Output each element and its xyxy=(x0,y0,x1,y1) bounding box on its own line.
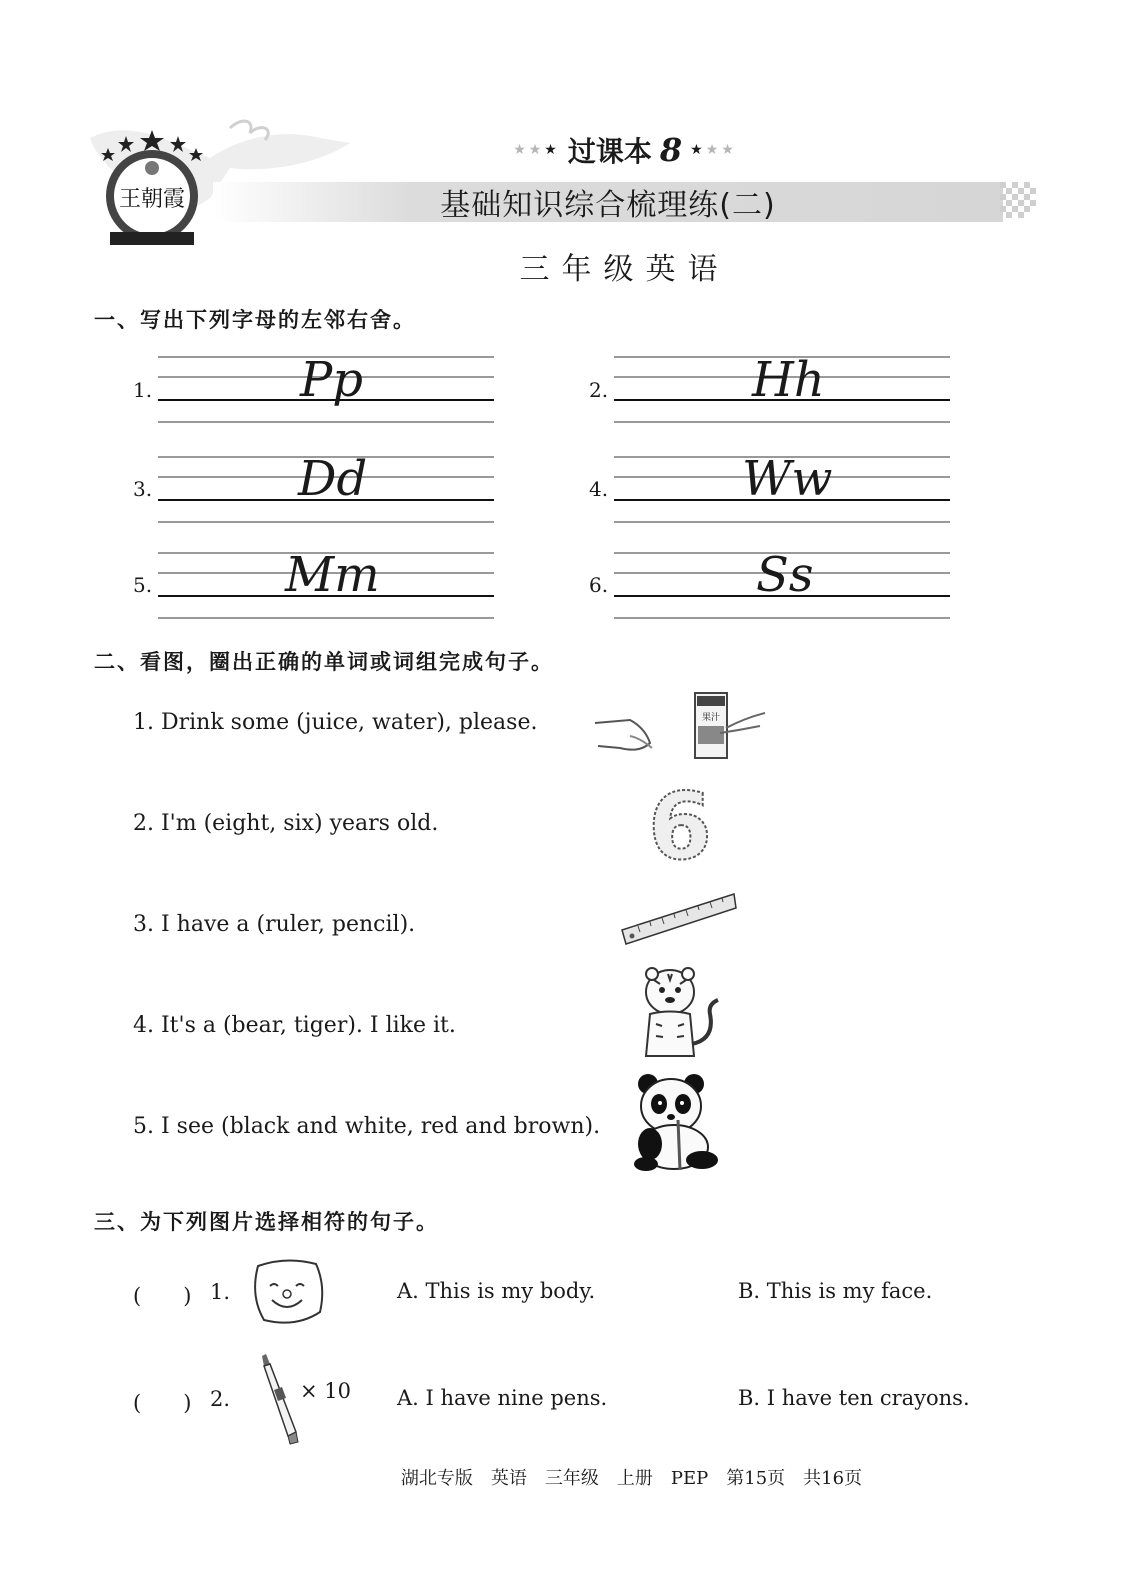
panda-picture xyxy=(632,1072,722,1172)
quantity-label: × 10 xyxy=(300,1379,351,1403)
juice-label: 果汁 xyxy=(701,713,721,723)
option-b[interactable]: B. I have ten crayons. xyxy=(738,1386,970,1410)
match-item-number: 2. xyxy=(210,1387,231,1411)
section3-heading: 三、为下列图片选择相符的句子。 xyxy=(94,1210,439,1234)
number-six-label: 6 xyxy=(647,780,713,865)
answer-bracket[interactable]: ( ) xyxy=(133,1284,192,1308)
letter-pair: Ww xyxy=(742,451,833,507)
star-decoration-right: ★★★ xyxy=(690,142,737,158)
letter-pair: Dd xyxy=(298,451,368,507)
series-number: 8 xyxy=(659,131,683,169)
option-b[interactable]: B. This is my face. xyxy=(738,1279,933,1303)
page-title: 基础知识综合梳理练(二) xyxy=(440,188,776,223)
letter-item-number: 6. xyxy=(589,573,609,597)
sentence-item: 1. Drink some (juice, water), please. xyxy=(133,710,538,735)
letter-item-number: 5. xyxy=(133,573,153,597)
match-item-number: 1. xyxy=(210,1280,231,1304)
section2-heading: 二、看图，圈出正确的单词或词组完成句子。 xyxy=(94,650,554,674)
letter-item-number: 1. xyxy=(133,378,153,402)
crayon-picture xyxy=(254,1354,302,1446)
sentence-item: 2. I'm (eight, six) years old. xyxy=(133,811,439,836)
sentence-item: 5. I see (black and white, red and brown). xyxy=(133,1114,601,1139)
answer-bracket[interactable]: ( ) xyxy=(133,1391,192,1415)
letter-item-number: 4. xyxy=(589,477,609,501)
letter-pair: Ss xyxy=(756,547,814,603)
letter-item-number: 3. xyxy=(133,477,153,501)
tiger-picture xyxy=(630,964,725,1064)
series-name: 过课本 xyxy=(567,135,652,168)
option-a[interactable]: A. This is my body. xyxy=(397,1279,596,1303)
section1-heading: 一、写出下列字母的左邻右舍。 xyxy=(94,308,416,332)
brand-logo xyxy=(96,128,208,248)
sentence-item: 4. It's a (bear, tiger). I like it. xyxy=(133,1013,456,1038)
sentence-item: 3. I have a (ruler, pencil). xyxy=(133,912,416,937)
page-footer: 湖北专版 英语 三年级 上册 PEP 第15页 共16页 xyxy=(400,1468,863,1489)
ruler-picture xyxy=(618,888,740,948)
option-a[interactable]: A. I have nine pens. xyxy=(397,1386,608,1410)
letter-item-number: 2. xyxy=(589,378,609,402)
series-label xyxy=(500,130,750,170)
letter-pair: Mm xyxy=(285,547,380,603)
juice-box-hands-picture xyxy=(590,688,770,763)
page-subtitle: 三年级英语 xyxy=(519,252,730,287)
letter-pair: Hh xyxy=(752,352,825,408)
letter-pair: Pp xyxy=(300,352,364,408)
checker-decoration xyxy=(1000,182,1038,222)
face-picture xyxy=(246,1256,328,1328)
number-six-picture xyxy=(645,780,715,865)
star-decoration-left: ★★★ xyxy=(513,142,560,158)
brand-name: 王朝霞 xyxy=(118,187,186,212)
